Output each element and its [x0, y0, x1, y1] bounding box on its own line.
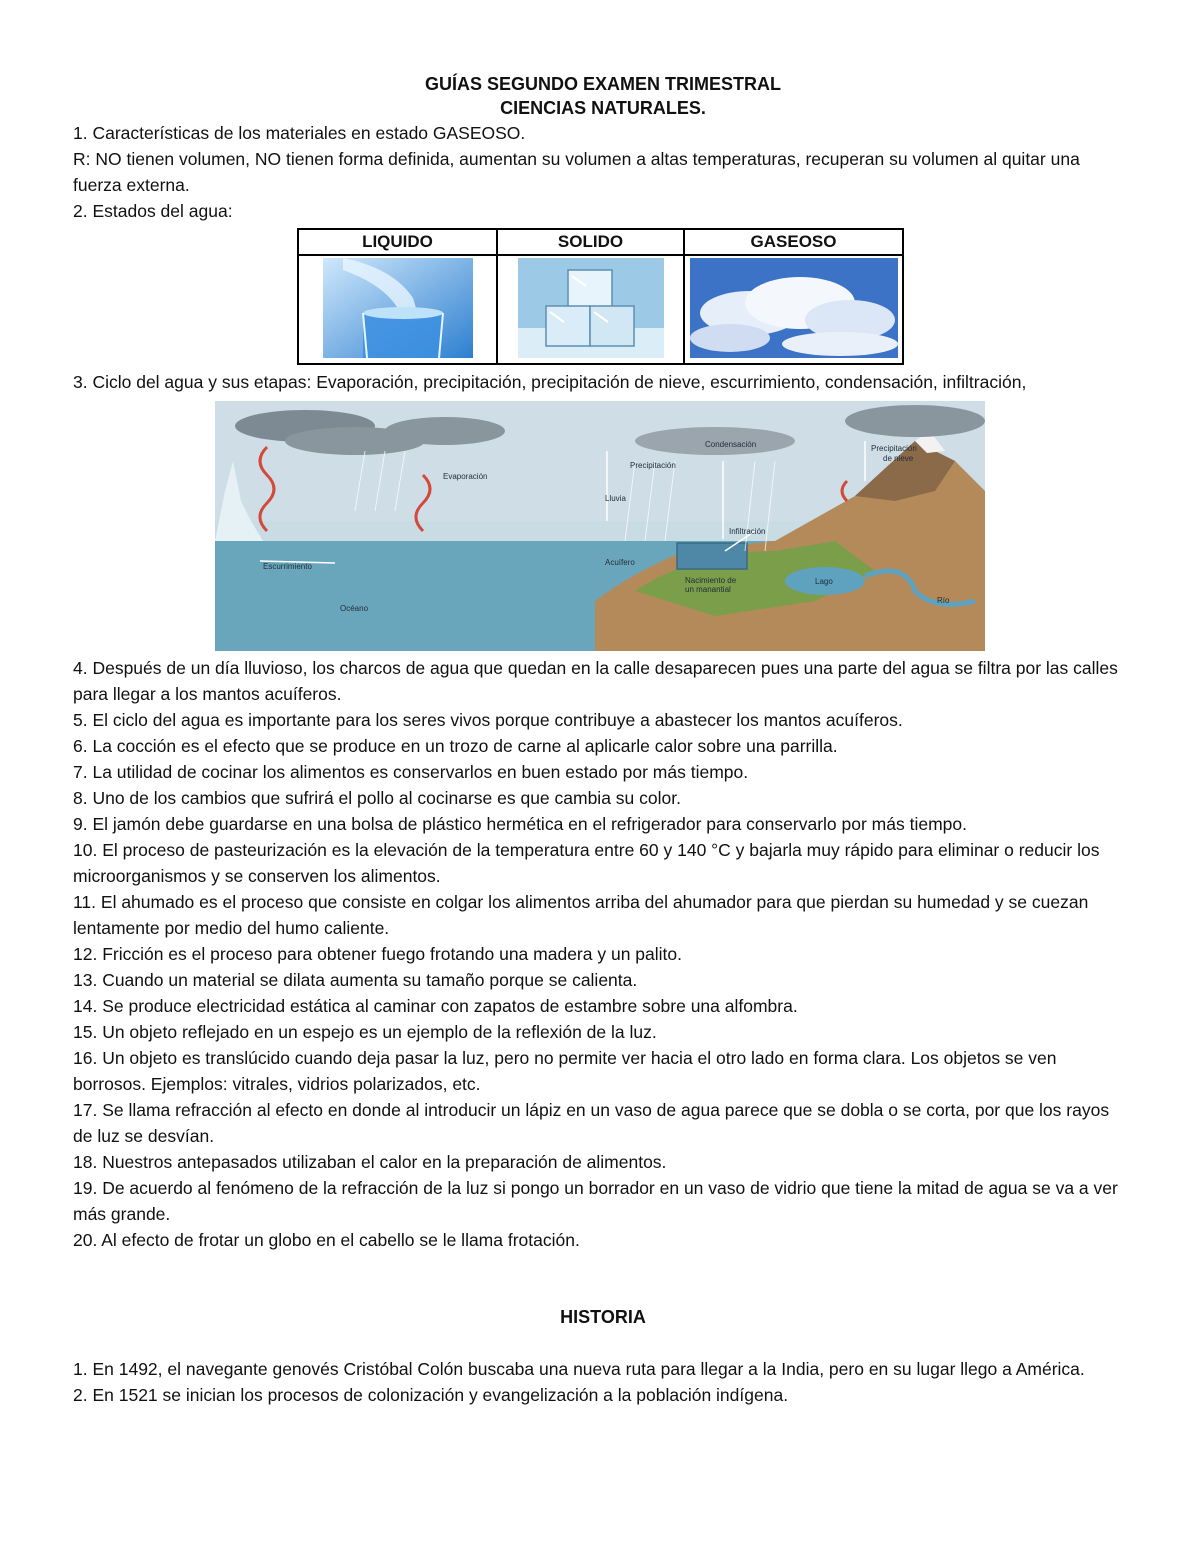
document-title: GUÍAS SEGUNDO EXAMEN TRIMESTRAL — [424, 74, 782, 94]
liquid-water-image — [298, 255, 497, 364]
label-evaporacion: Evaporación — [443, 472, 488, 481]
label-infiltracion: Infiltración — [729, 527, 766, 536]
label-precipitacion-nieve-1: Precipitación — [871, 444, 917, 453]
item-8: 8. Uno de los cambios que sufrirá el pollo al cocinarse es que cambia su color. — [73, 788, 681, 808]
label-precipitacion-nieve-2: de nieve — [883, 454, 914, 463]
label-precipitacion: Precipitación — [630, 461, 676, 470]
item-10: 10. El proceso de pasteurización es la elevación de la temperatura entre 60 y 140 °C y bajarla muy rápido para eliminar o reducir los microorganismos y se conserven los alimentos. — [73, 840, 1100, 886]
label-acuifero: Acuífero — [605, 558, 635, 567]
item-9: 9. El jamón debe guardarse en una bolsa de plástico hermética en el refrigerador para conservarlo por más tiempo. — [73, 814, 967, 834]
solid-water-image — [497, 255, 684, 364]
question-2: 2. Estados del agua: — [73, 201, 233, 221]
question-3: 3. Ciclo del agua y sus etapas: Evaporación, precipitación, precipitación de nieve, escurrimiento, condensación, infiltración, — [73, 372, 1027, 392]
item-17: 17. Se llama refracción al efecto en donde al introducir un lápiz en un vaso de agua parece que se dobla o se corta, por que los rayos de luz se desvían. — [73, 1100, 1110, 1146]
label-nacimiento-1: Nacimiento de — [685, 576, 737, 585]
answer-1: R: NO tienen volumen, NO tienen forma definida, aumentan su volumen a altas temperaturas, recuperan su volumen al quitar una fuerza externa. — [73, 149, 1080, 195]
label-escurrimiento: Escurrimiento — [263, 562, 312, 571]
historia-item-2: 2. En 1521 se inician los procesos de colonización y evangelización a la población indígena. — [73, 1385, 789, 1405]
item-4: 4. Después de un día lluvioso, los charcos de agua que quedan en la calle desaparecen pues una parte del agua se filtra por las calles para llegar a los mantos acuíferos. — [73, 658, 1118, 704]
question-1: 1. Características de los materiales en estado GASEOSO. — [73, 123, 526, 143]
item-13: 13. Cuando un material se dilata aumenta su tamaño porque se calienta. — [73, 970, 638, 990]
state-header-liquid: LIQUIDO — [298, 229, 497, 255]
gas-water-image — [684, 255, 903, 364]
label-lago: Lago — [815, 577, 833, 586]
item-15: 15. Un objeto reflejado en un espejo es un ejemplo de la reflexión de la luz. — [73, 1022, 657, 1042]
item-14: 14. Se produce electricidad estática al caminar con zapatos de estambre sobre una alfombra. — [73, 996, 798, 1016]
item-18: 18. Nuestros antepasados utilizaban el calor en la preparación de alimentos. — [73, 1152, 667, 1172]
label-oceano: Océano — [340, 604, 369, 613]
document-page — [73, 72, 1133, 1408]
state-header-gas: GASEOSO — [684, 229, 903, 255]
item-20: 20. Al efecto de frotar un globo en el cabello se le llama frotación. — [73, 1230, 580, 1250]
water-cycle-diagram — [215, 401, 985, 651]
item-16: 16. Un objeto es translúcido cuando deja pasar la luz, pero no permite ver hacia el otro lado en forma clara. Los objetos se ven borrosos. Ejemplos: vitrales, vidrios polarizados, etc. — [73, 1048, 1057, 1094]
item-12: 12. Fricción es el proceso para obtener fuego frotando una madera y un palito. — [73, 944, 682, 964]
document-subtitle: CIENCIAS NATURALES. — [500, 98, 706, 118]
label-rio: Río — [937, 596, 950, 605]
item-5: 5. El ciclo del agua es importante para los seres vivos porque contribuye a abastecer los mantos acuíferos. — [73, 710, 903, 730]
item-19: 19. De acuerdo al fenómeno de la refracción de la luz si pongo un borrador en un vaso de vidrio que tiene la mitad de agua se va a ver más grande. — [73, 1178, 1118, 1224]
historia-item-1: 1. En 1492, el navegante genovés Cristóbal Colón buscaba una nueva ruta para llegar a la India, pero en su lugar llego a América. — [73, 1359, 1085, 1379]
state-header-solid: SOLIDO — [497, 229, 684, 255]
water-states-table — [297, 228, 904, 365]
item-6: 6. La cocción es el efecto que se produce en un trozo de carne al aplicarle calor sobre una parrilla. — [73, 736, 838, 756]
item-11: 11. El ahumado es el proceso que consiste en colgar los alimentos arriba del ahumador para que pierdan su humedad y se cuezan lentamente por medio del humo caliente. — [73, 892, 1089, 938]
historia-heading: HISTORIA — [560, 1307, 646, 1327]
label-nacimiento-2: un manantial — [685, 585, 731, 594]
item-7: 7. La utilidad de cocinar los alimentos es conservarlos en buen estado por más tiempo. — [73, 762, 749, 782]
label-condensacion: Condensación — [705, 440, 757, 449]
label-lluvia: Lluvia — [605, 494, 626, 503]
